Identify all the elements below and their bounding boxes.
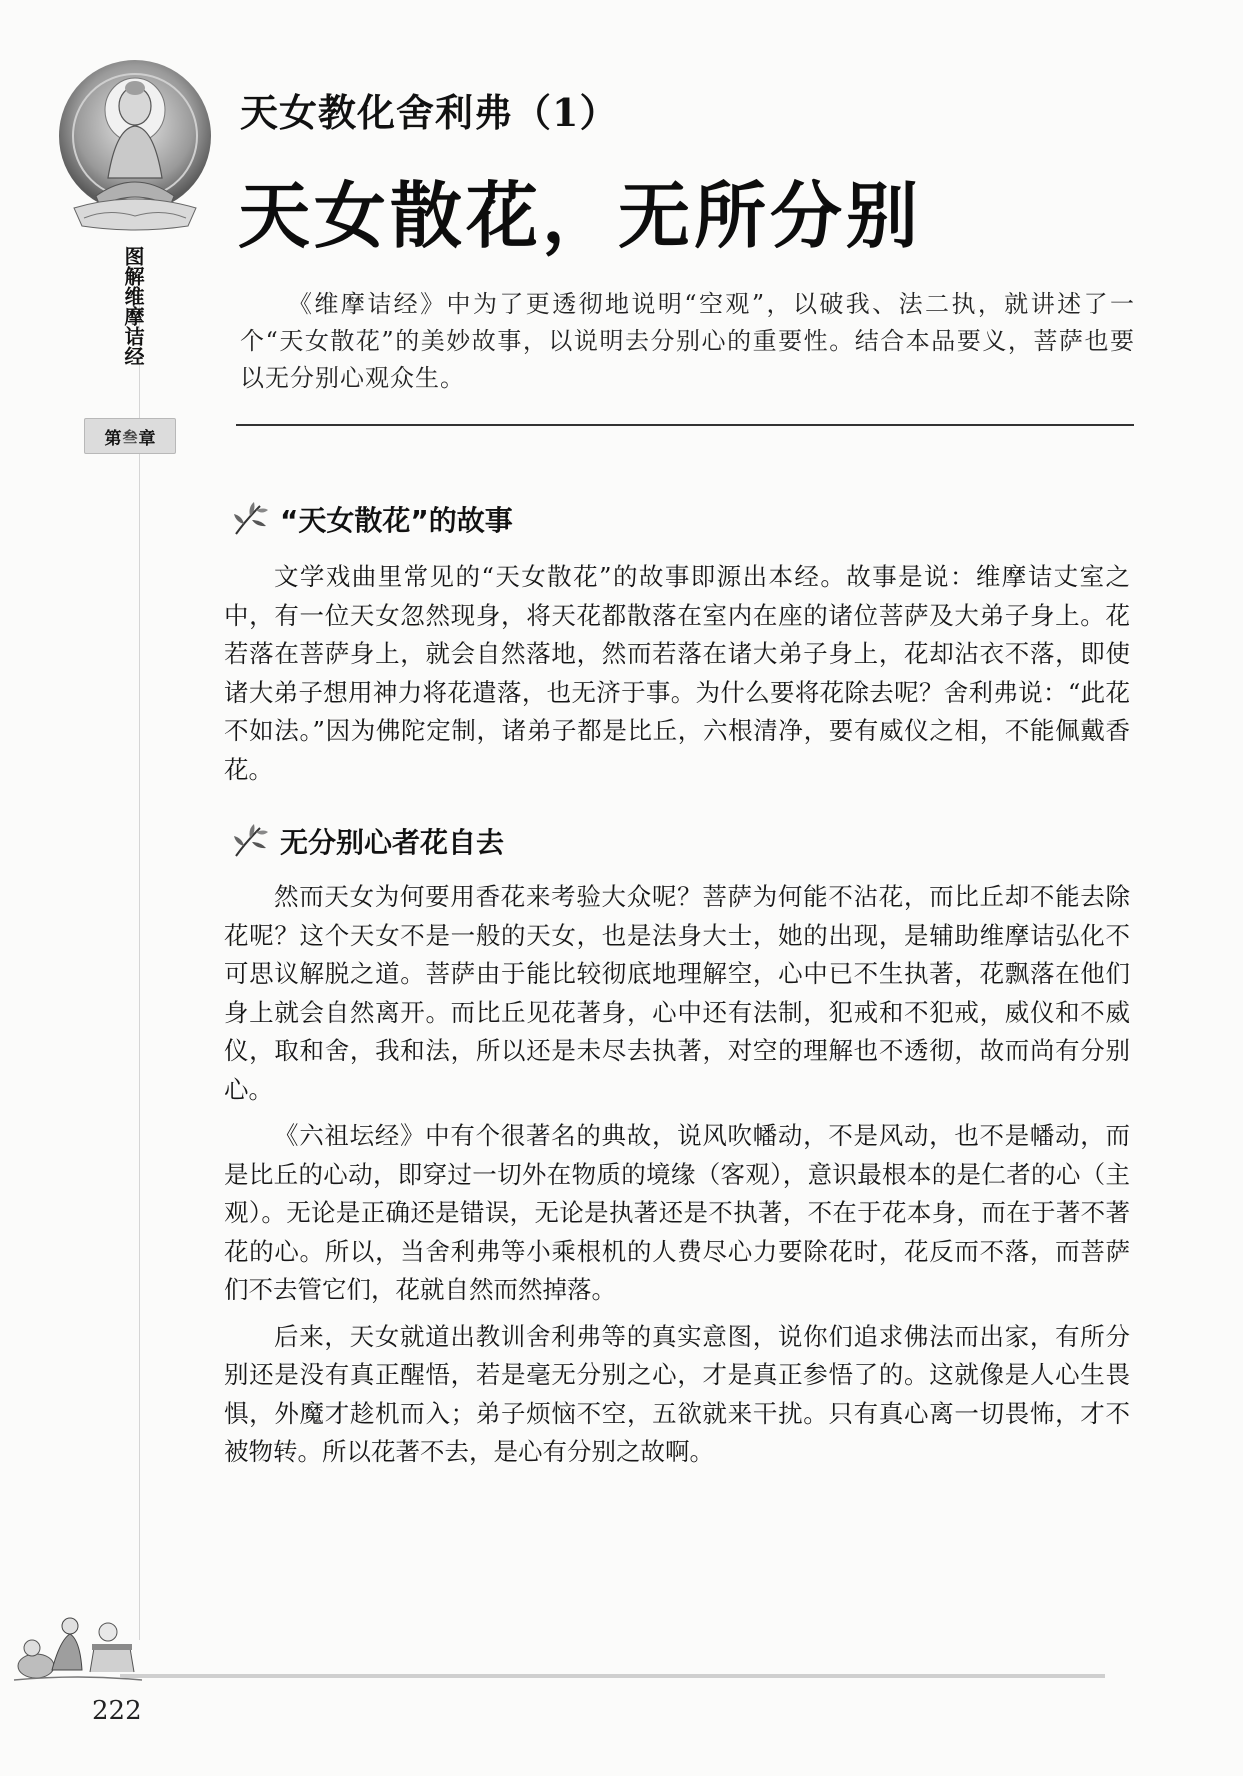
- page-title: 天女散花，无所分别: [238, 173, 923, 258]
- section-heading-text: “天女散花”的故事: [280, 504, 513, 537]
- chapter-tab: [84, 418, 176, 454]
- section-body-2: [224, 878, 1130, 1480]
- paragraph: 后来，天女就道出教训舍利弗等的真实意图，说你们追求佛法而出家，有所分别还是没有真正醒悟，若是毫无分别之心，才是真正参悟了的。这就像是人心生畏惧，外魔才趁机而入；弟子烦恼不空，五欲就来干扰。只有真心离一切畏怖，才不被物转。所以花著不去，是心有分别之故啊。: [224, 1321, 1130, 1466]
- paragraph: 《六祖坛经》中有个很著名的典故，说风吹幡动，不是风动，也不是幡动，而是比丘的心动，即穿过一切外在物质的境缘（客观），意识最根本的是仁者的心（主观）。无论是正确还是错误，无论是执著还是不执著，不在于花本身，而在于著不著花的心。所以，当舍利弗等小乘根机的人费尽心力要除花时，花反而不落，而菩萨们不去管它们，花就自然而然掉落。: [224, 1121, 1130, 1304]
- intro-paragraph: 《维摩诘经》中为了更透彻地说明“空观”，以破我、法二执，就讲述了一个“天女散花”的美妙故事，以说明去分别心的重要性。结合本品要义，菩萨也要以无分别心观众生。: [240, 290, 1135, 392]
- book-title-vertical: 图解维摩诘经: [121, 246, 145, 366]
- footer-rule: [120, 1674, 1105, 1678]
- section-body-1: [224, 558, 1130, 797]
- left-margin-rule: [139, 270, 140, 1640]
- paragraph: 文学戏曲里常见的“天女散花”的故事即源出本经。故事是说：维摩诘丈室之中，有一位天女忽然现身，将天花都散落在室内在座的诸位菩萨及大弟子身上。花若落在菩萨身上，就会自然落地，然而若落在诸大弟子身上，花却沾衣不落，即使诸大弟子想用神力将花遣落，也无济于事。为什么要将花除去呢？舍利弗说：“此花不如法。”因为佛陀定制，诸弟子都是比丘，六根清净，要有威仪之相，不能佩戴香花。: [224, 562, 1130, 784]
- buddha-medallion-icon: [56, 58, 214, 236]
- page-number: 222: [92, 1696, 142, 1726]
- paragraph: 然而天女为何要用香花来考验大众呢？菩萨为何能不沾花，而比丘却不能去除花呢？这个天女不是一般的天女，也是法身大士，她的出现，是辅助维摩诘弘化不可思议解脱之道。菩萨由于能比较彻底地理解空，心中已不生执著，花飘落在他们身上就会自然离开。而比丘见花著身，心中还有法制，犯戒和不犯戒，威仪和不威仪，取和舍，我和法，所以还是未尽去执著，对空的理解也不透彻，故而尚有分别心。: [224, 882, 1130, 1104]
- intro-divider: [236, 424, 1134, 426]
- chapter-suffix: 章: [138, 428, 156, 449]
- section-heading-text: 无分别心者花自去: [280, 826, 505, 859]
- section-heading-1: [230, 498, 513, 540]
- leaf-branch-icon: [230, 498, 272, 540]
- chapter-prefix: 第: [104, 428, 122, 449]
- chapter-number: 叁: [122, 427, 138, 446]
- section-heading-2: [230, 820, 504, 862]
- leaf-branch-icon: [230, 820, 272, 862]
- section-kicker: 天女教化舍利弗（1）: [240, 90, 619, 135]
